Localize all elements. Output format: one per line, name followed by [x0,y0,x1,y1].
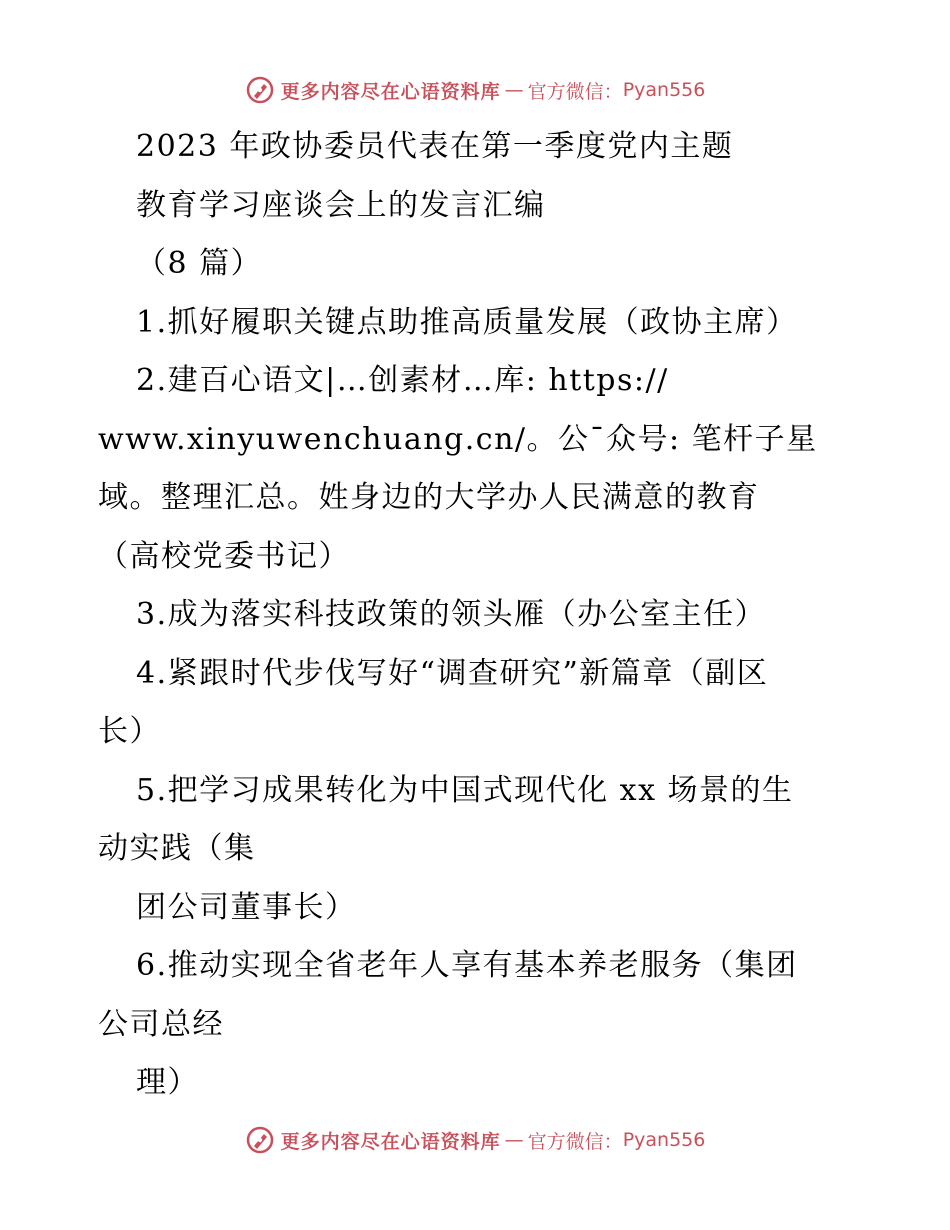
doc-item-6-line-1: 6.推动实现全省老年人享有基本养老服务（集团 [136,948,798,983]
banner-official-label: 官方微信： [527,1130,623,1153]
document-body [98,118,858,1113]
banner-main-text: 更多内容尽在心语资料库 [280,1130,501,1153]
doc-item-4-line-1: 4.紧跟时代步伐写好“调查研究”新篇章（副区 [136,655,769,691]
doc-item-3: 3.成为落实科技政策的领头雁（办公室主任） [136,597,767,632]
banner-wechat-id: Pyan556 [622,1129,706,1151]
doc-item-5-line-2: 动实践（集 [98,831,256,866]
banner-wechat-id: Pyan556 [622,79,706,101]
doc-item-1: 1.抓好履职关键点助推高质量发展（政协主席） [136,304,798,340]
banner-main-text: 更多内容尽在心语资料库 [280,80,501,103]
doc-item-5-line-3: 团公司董事长） [136,889,357,925]
doc-item-5-line-1: 5.把学习成果转化为中国式现代化 xx 场景的生 [136,772,794,808]
banner-separator: — [504,1129,524,1151]
pen-logo-icon [245,75,275,105]
footer-watermark-banner [0,1120,950,1160]
header-watermark-banner [0,70,950,110]
doc-title-count: （8 篇） [136,246,263,281]
doc-item-6-line-2: 公司总经 [98,1006,224,1042]
doc-item-4-line-2: 长） [98,714,161,749]
pen-logo-icon [245,1125,275,1155]
banner-separator: — [504,79,524,101]
banner-official-label: 官方微信： [527,80,623,103]
doc-item-2-line-4: （高校党委书记） [98,538,350,574]
doc-item-2-line-3: 域。整理汇总。姓身边的大学办人民满意的教育 [98,480,760,515]
doc-title-line-2: 教育学习座谈会上的发言汇编 [136,187,546,223]
doc-item-2-line-2: www.xinyuwenchuang.cn/。公¯众号: 笔杆子星 [98,421,818,457]
doc-item-2-line-1: 2.建百心语文|…创素材…库: https:// [136,363,669,398]
doc-item-6-line-3: 理） [136,1065,199,1100]
doc-title-line-1: 2023 年政协委员代表在第一季度党内主题 [136,129,734,164]
